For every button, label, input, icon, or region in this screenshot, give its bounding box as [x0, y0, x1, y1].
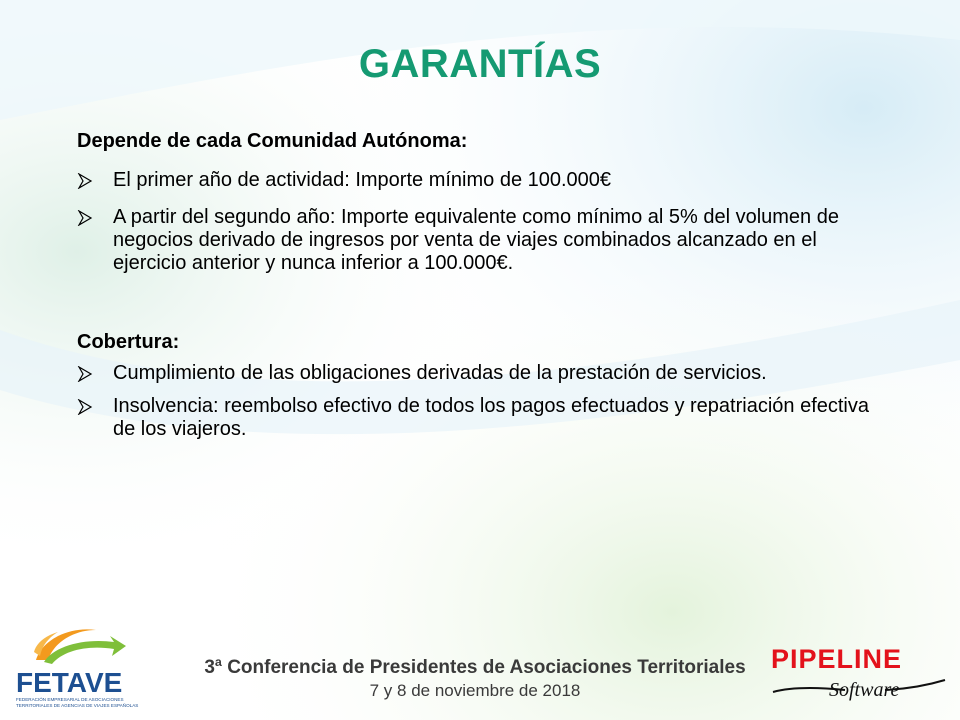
- slide-content: [77, 130, 877, 441]
- arrow-bullet-icon: [77, 399, 93, 415]
- fetave-subtitle-2: TERRITORIALES DE AGENCIAS DE VIAJES ESPAÑOLAS: [16, 703, 139, 708]
- slide-title: GARANTÍAS: [358, 42, 602, 86]
- section-heading-comunidad: Depende de cada Comunidad Autónoma:: [77, 130, 468, 152]
- bullet-item: [77, 206, 877, 275]
- arrow-bullet-icon: [77, 210, 93, 226]
- fetave-logo: [14, 618, 144, 713]
- bullet-text: Cumplimiento de las obligaciones derivadas de la prestación de servicios.: [113, 362, 767, 384]
- bullet-item: [77, 169, 877, 192]
- pipeline-wordmark: PIPELINE: [771, 644, 903, 674]
- arrow-bullet-icon: [77, 366, 93, 382]
- pipeline-logo: [765, 640, 950, 712]
- bullet-text: Insolvencia: reembolso efectivo de todos los pagos efectuados y repatriación efectiva de los viajeros.: [113, 395, 869, 440]
- fetave-wordmark: FETAVE: [16, 667, 123, 698]
- footer-conference-date: 7 y 8 de noviembre de 2018: [369, 681, 581, 700]
- bullet-item: [77, 362, 877, 385]
- footer-conference-title: 3ª Conferencia de Presidentes de Asociaciones Territoriales: [204, 657, 746, 678]
- fetave-subtitle-1: FEDERACIÓN EMPRESARIAL DE ASOCIACIONES: [16, 697, 124, 702]
- arrow-bullet-icon: [77, 173, 93, 189]
- pipeline-tagline: Software: [829, 679, 900, 701]
- bullet-text: El primer año de actividad: Importe mínimo de 100.000€: [113, 169, 612, 191]
- bullet-item: [77, 395, 877, 441]
- section-heading-cobertura: Cobertura:: [77, 331, 180, 353]
- footer: [150, 657, 800, 701]
- bullet-text: A partir del segundo año: Importe equivalente como mínimo al 5% del volumen de negocios derivado de ingresos por venta de viajes combinados alcanzado en el ejercicio anterior y nunca inferior a 100.000€.: [113, 206, 839, 274]
